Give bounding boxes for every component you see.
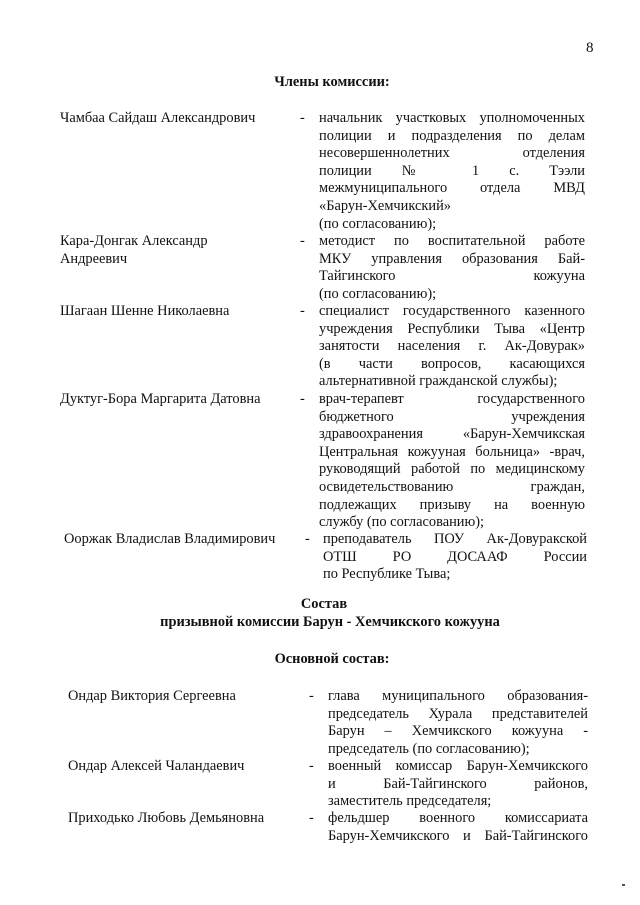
member-description bbox=[319, 233, 585, 303]
member-description bbox=[319, 391, 585, 532]
member-description bbox=[328, 688, 588, 758]
description-line: «Барун-Хемчикский» bbox=[319, 197, 451, 214]
description-line: МКУ управления образования Бай- bbox=[319, 250, 585, 267]
member-description bbox=[319, 303, 585, 391]
description-line: полиции № 1 с. Тээли bbox=[319, 162, 585, 179]
description-line: службу (по согласованию); bbox=[319, 514, 485, 531]
member-description bbox=[323, 531, 587, 584]
member-dash: - bbox=[300, 110, 305, 126]
description-line: руководящий работой по медицинскому bbox=[319, 461, 585, 478]
description-line: несовершеннолетних отделения bbox=[319, 145, 585, 162]
description-line: здравоохранения «Барун-Хемчикская bbox=[319, 426, 585, 443]
member-name: Ондар Виктория Сергеевна bbox=[68, 688, 236, 704]
description-line: бюджетного учреждения bbox=[319, 408, 585, 425]
description-line: председатель Хурала представителей bbox=[328, 705, 588, 722]
composition-title: Состав bbox=[300, 596, 348, 612]
member-name: Ондар Алексей Чаландаевич bbox=[68, 758, 245, 774]
main-composition-heading: Основной состав: bbox=[274, 651, 390, 667]
member-dash: - bbox=[300, 303, 305, 319]
description-line: учреждения Республики Тыва «Центр bbox=[319, 320, 585, 337]
member-name: Приходько Любовь Демьяновна bbox=[68, 810, 265, 826]
member-dash: - bbox=[309, 688, 314, 704]
description-line: Центральная кожууная больница» -врач, bbox=[319, 443, 585, 460]
member-dash: - bbox=[305, 531, 310, 547]
member-description bbox=[328, 810, 588, 845]
description-line: (в части вопросов, касающихся bbox=[319, 355, 585, 372]
description-line: методист по воспитательной работе bbox=[319, 233, 585, 249]
description-line: освидетельствованию граждан, bbox=[319, 478, 585, 495]
description-line: полиции и подразделения по делам bbox=[319, 127, 585, 144]
description-line: и Бай-Тайгинского районов, bbox=[328, 775, 588, 792]
member-dash: - bbox=[300, 233, 305, 249]
description-line: начальник участковых уполномоченных bbox=[319, 110, 585, 126]
member-name: Кара-Донгак Александр Андреевич bbox=[60, 233, 208, 267]
description-line: межмуниципального отдела МВД bbox=[319, 180, 585, 197]
members-heading: Члены комиссии: bbox=[274, 74, 390, 90]
description-line: председатель (по согласованию); bbox=[328, 740, 530, 757]
member-name: Чамбаа Сайдаш Александрович bbox=[60, 110, 256, 126]
description-line: Барун-Хемчикского и Бай-Тайгинского bbox=[328, 827, 588, 844]
description-line: заместитель председателя; bbox=[328, 793, 492, 810]
description-line: ОТШ РО ДОСААФ России bbox=[323, 548, 587, 565]
description-line: альтернативной гражданской службы); bbox=[319, 373, 558, 390]
member-description bbox=[328, 758, 588, 811]
description-line: по Республике Тыва; bbox=[323, 566, 451, 583]
description-line: врач-терапевт государственного bbox=[319, 391, 585, 407]
page-number: 8 bbox=[586, 40, 594, 56]
member-name: Ооржак Владислав Владимирович bbox=[64, 531, 276, 547]
member-name: Шагаан Шенне Николаевна bbox=[60, 303, 230, 319]
member-dash: - bbox=[300, 391, 305, 407]
description-line: специалист государственного казенного bbox=[319, 303, 585, 319]
description-line: (по согласованию); bbox=[319, 285, 437, 302]
member-name: Дуктуг-Бора Маргарита Датовна bbox=[60, 391, 261, 407]
description-line: Барун – Хемчикского кожууна - bbox=[328, 723, 588, 740]
description-line: военный комиссар Барун-Хемчикского bbox=[328, 758, 588, 774]
description-line: глава муниципального образования- bbox=[328, 688, 588, 704]
description-line: подлежащих призыву на военную bbox=[319, 496, 585, 513]
member-description bbox=[319, 110, 585, 233]
composition-subtitle: призывной комиссии Барун - Хемчикского кожууна bbox=[160, 614, 500, 630]
description-line: фельдшер военного комиссариата bbox=[328, 810, 588, 826]
description-line: Тайгинского кожууна bbox=[319, 268, 585, 285]
description-line: преподаватель ПОУ Ак-Довуракской bbox=[323, 531, 587, 547]
scan-artifact bbox=[622, 884, 625, 886]
description-line: (по согласованию); bbox=[319, 215, 437, 232]
member-dash: - bbox=[309, 810, 314, 826]
description-line: занятости населения г. Ак-Довурак» bbox=[319, 338, 585, 355]
member-dash: - bbox=[309, 758, 314, 774]
